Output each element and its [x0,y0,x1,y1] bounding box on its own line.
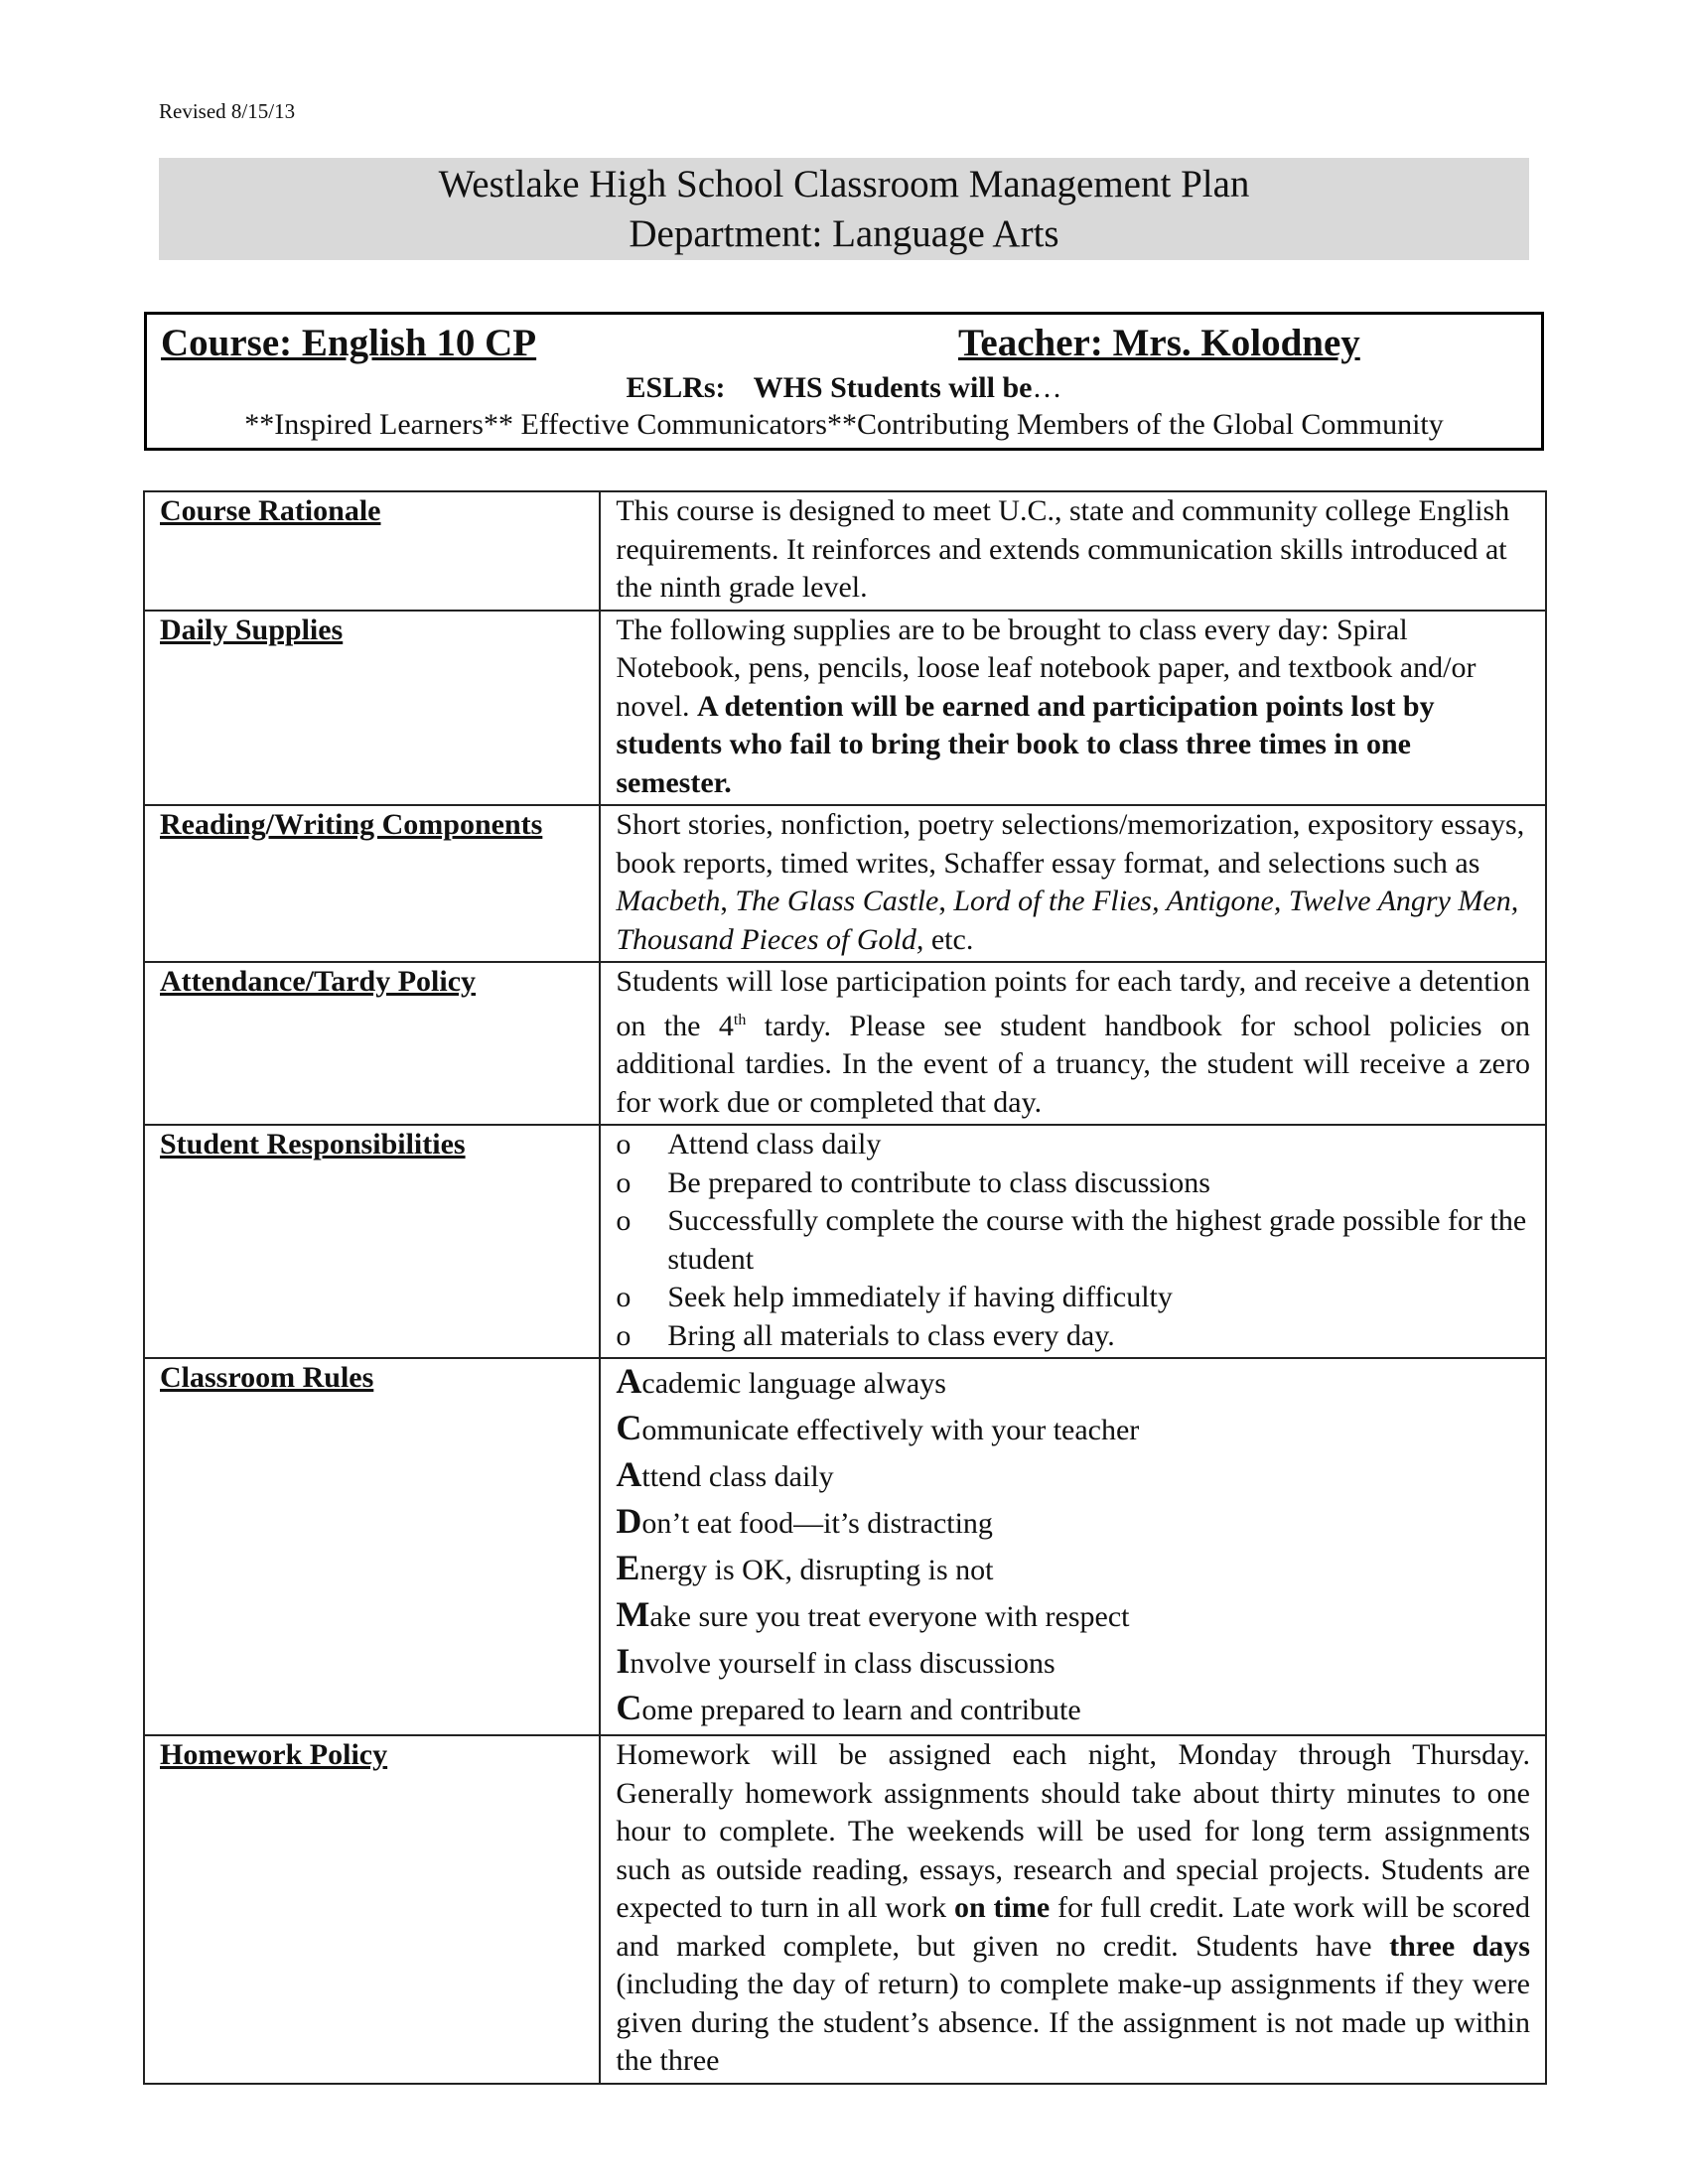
eslr-ellipsis: … [1032,371,1062,404]
attendance-text-1: Students will lose participation points for each tardy, and receive a detention on the 4 [616,965,1530,1042]
row-content-responsibilities [600,1125,1546,1358]
row-content-homework [600,1735,1546,2084]
course-info-box [144,312,1544,451]
rule-initial: C [616,1408,642,1447]
document-title [159,158,1529,260]
revision-date: Revised 8/15/13 [159,99,296,123]
rule-item [616,1546,1530,1592]
responsibilities-list [616,1126,1530,1355]
homework-text-1: Homework will be assigned each night, Monday through Thursday. Generally homework assignments should take about thirty minutes to one hour to complete. The weekends will be used for long term assignments such as outside reading, essays, research and special projects. Students are expected to turn in all work [616,1738,1530,1924]
title-macbeth: Macbeth [616,885,721,917]
row-label-rules: Classroom Rules [144,1358,600,1735]
rule-text: nvolve yourself in class discussions [630,1647,1055,1680]
rule-initial: I [616,1641,631,1681]
plan-table [143,490,1547,2085]
rule-initial: D [616,1501,642,1541]
supplies-text: The following supplies are to be brought to class every day: Spiral Notebook, pens, pencils, loose leaf notebook paper, and textbook and/or novel. [616,613,1477,723]
row-label-reading: Reading/Writing Components [144,805,600,962]
homework-text-3: (including the day of return) to complete make-up assignments if they were given during the student’s absence. If the assignment is not made up within the three [616,1968,1530,2077]
course-name: Course: English 10 CP [161,322,537,364]
rule-item [616,1452,1530,1499]
rule-initial: A [616,1454,642,1494]
row-label-homework: Homework Policy [144,1735,600,2084]
homework-text-2: for full credit. Late work will be scored and marked complete, but given no credit. Students have [616,1891,1530,1963]
title-list: Lord of the Flies, Antigone, Twelve Angry Men, Thousand Pieces of Gold, [616,885,1519,956]
department-title: Department: Language Arts [629,212,1059,255]
homework-on-time: on time [953,1891,1051,1924]
row-content-reading [600,805,1546,962]
eslr-text: WHS Students will be [753,371,1033,404]
eslr-list: **Inspired Learners** Effective Communicators**Contributing Members of the Global Community [244,408,1444,441]
list-item: o Seek help immediately if having difficulty [616,1279,1530,1317]
list-item: o Bring all materials to class every day. [616,1317,1530,1356]
teacher-name: Teacher: Mrs. Kolodney [958,322,1360,364]
row-content-rules [600,1358,1546,1735]
rule-text: ttend class daily [641,1460,834,1493]
row-content-rationale: This course is designed to meet U.C., state and community college English requirements. It reinforces and extends communication skills introduced at the ninth grade level. [600,491,1546,611]
list-item: o Successfully complete the course with the highest grade possible for the student [616,1202,1530,1279]
row-label-rationale: Course Rationale [144,491,600,611]
table-row [144,491,1546,611]
eslr-line [147,370,1541,406]
reading-sep: , [720,885,736,917]
homework-three-days: three days [1389,1929,1530,1963]
eslr-label: ESLRs: [626,371,726,404]
rule-text: ake sure you treat everyone with respect [649,1600,1130,1633]
rule-item [616,1686,1530,1732]
table-row [144,962,1546,1125]
list-item: o Attend class daily [616,1126,1530,1164]
attendance-text-2: tardy. Please see student handbook for school policies on additional tardies. In the event of a truancy, the student will receive a zero for work due or completed that day. [616,1009,1531,1119]
table-row [144,805,1546,962]
table-row [144,611,1546,806]
title-glass-castle: The Glass Castle [735,885,939,917]
rule-initial: E [616,1548,640,1587]
list-item: o Be prepared to contribute to class discussions [616,1164,1530,1203]
rule-initial: A [616,1361,642,1401]
row-label-attendance: Attendance/Tardy Policy [144,962,600,1125]
ordinal-suffix: th [733,1011,747,1028]
rule-item [616,1639,1530,1686]
rule-initial: C [616,1688,642,1727]
rule-item [616,1406,1530,1452]
rule-item [616,1359,1530,1406]
rule-item [616,1592,1530,1639]
rule-text: ome prepared to learn and contribute [641,1694,1081,1726]
row-content-supplies [600,611,1546,806]
rule-text: on’t eat food—it’s distracting [641,1507,993,1540]
reading-text: Short stories, nonfiction, poetry selections/memorization, expository essays, book reports, timed writes, Schaffer essay format, and selections such as [616,808,1525,880]
rule-text: ommunicate effectively with your teacher [641,1414,1140,1446]
rule-initial: M [616,1594,650,1634]
table-row [144,1735,1546,2084]
rule-text: nergy is OK, disrupting is not [639,1554,994,1586]
rule-item [616,1499,1530,1546]
reading-sep: , [938,885,954,917]
supplies-detention-notice: A detention will be earned and participation points lost by students who fail to bring their book to class three times in one semester. [616,689,1435,799]
row-label-supplies: Daily Supplies [144,611,600,806]
school-plan-title: Westlake High School Classroom Management Plan [438,163,1250,205]
rule-text: cademic language always [641,1367,946,1400]
table-row [144,1125,1546,1358]
reading-end: etc. [923,922,974,956]
row-label-responsibilities: Student Responsibilities [144,1125,600,1358]
table-row [144,1358,1546,1735]
row-content-attendance [600,962,1546,1125]
